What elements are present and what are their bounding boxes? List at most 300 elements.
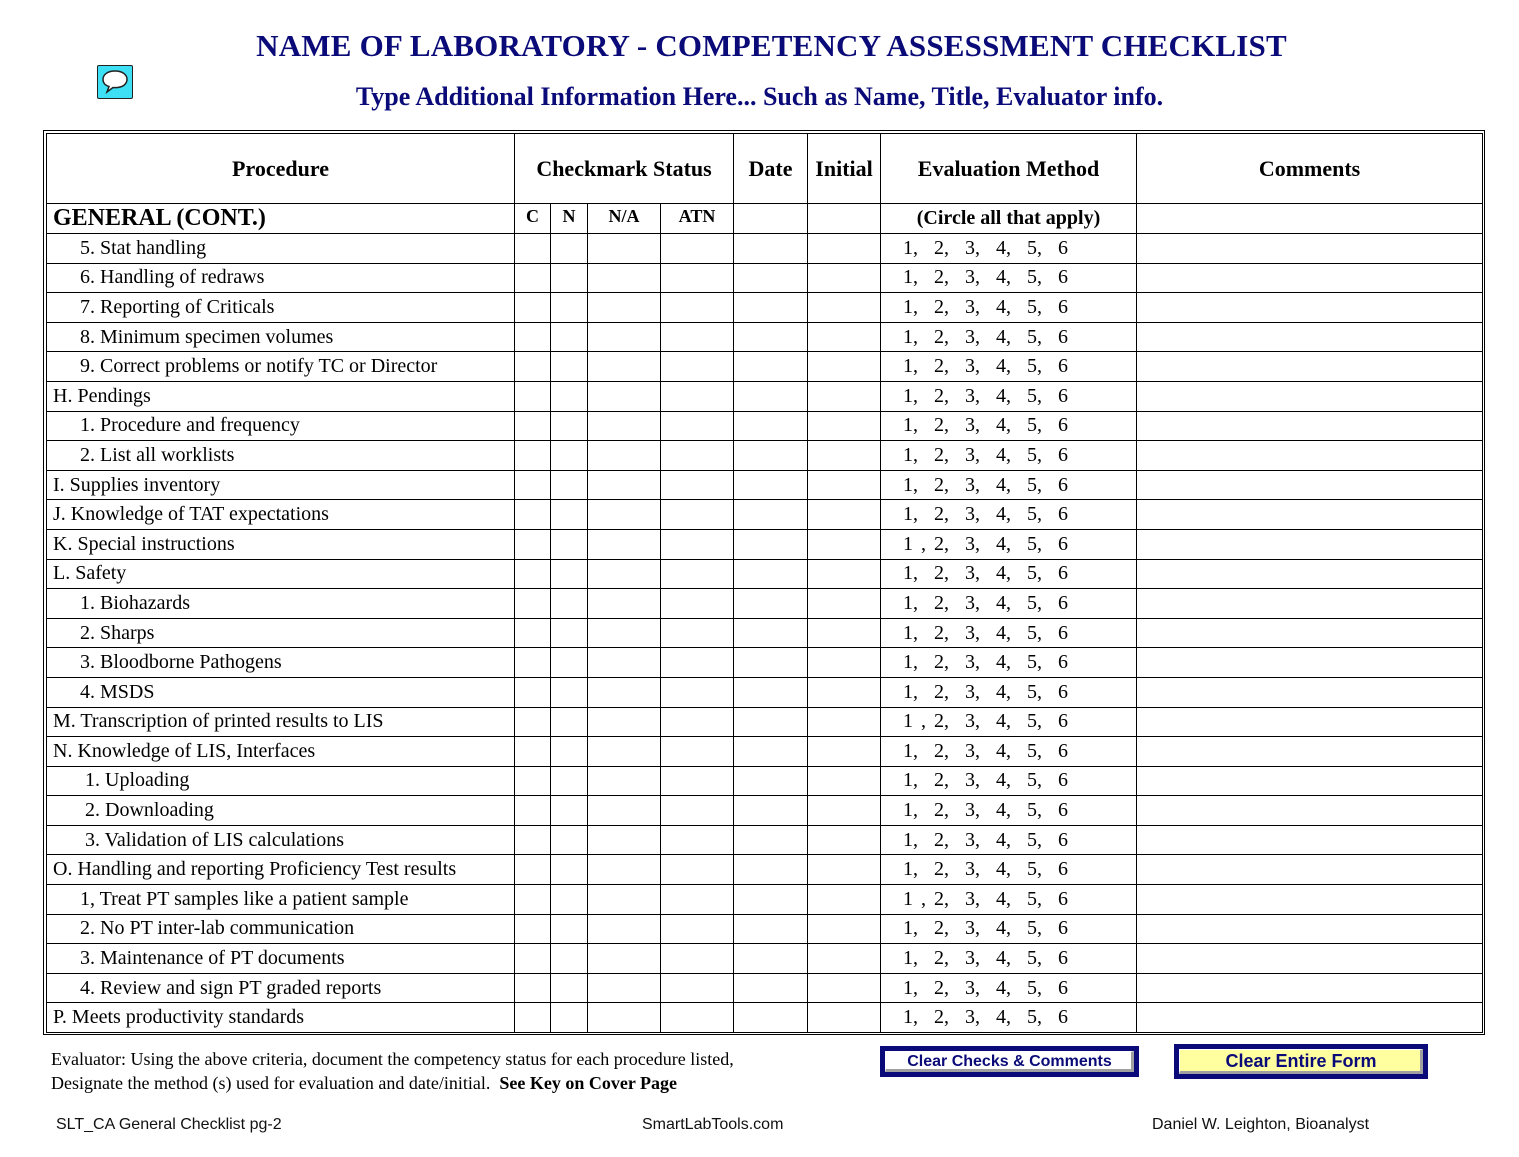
column-header-checkmark-status: Checkmark Status xyxy=(515,134,734,204)
initial-cell[interactable] xyxy=(808,441,881,471)
comments-cell[interactable] xyxy=(1137,796,1483,826)
date-cell[interactable] xyxy=(734,885,808,915)
initial-cell[interactable] xyxy=(808,648,881,678)
status-c-cell[interactable] xyxy=(515,263,551,293)
status-n-cell[interactable] xyxy=(551,559,588,589)
footer-page-label: SLT_CA General Checklist pg-2 xyxy=(56,1116,282,1133)
date-cell[interactable] xyxy=(734,500,808,530)
initial-cell[interactable] xyxy=(808,707,881,737)
comments-cell[interactable] xyxy=(1137,470,1483,500)
status-na-cell[interactable] xyxy=(588,1003,661,1033)
evaluation-method-cell[interactable]: 1, 2, 3, 4, 5, 6 xyxy=(881,234,1137,264)
status-atn-cell[interactable] xyxy=(661,559,734,589)
procedure-cell: 4. Review and sign PT graded reports xyxy=(47,973,515,1003)
date-cell[interactable] xyxy=(734,529,808,559)
status-na-cell[interactable] xyxy=(588,470,661,500)
table-row xyxy=(47,944,1483,974)
status-na-cell[interactable] xyxy=(588,885,661,915)
comments-cell[interactable] xyxy=(1137,973,1483,1003)
evaluation-method-cell[interactable]: 1, 2, 3, 4, 5, 6 xyxy=(881,618,1137,648)
status-atn-cell[interactable] xyxy=(661,648,734,678)
evaluation-method-cell[interactable]: 1, 2, 3, 4, 5, 6 xyxy=(881,559,1137,589)
date-cell[interactable] xyxy=(734,707,808,737)
status-na-cell[interactable] xyxy=(588,737,661,767)
comments-cell[interactable] xyxy=(1137,618,1483,648)
status-c-cell[interactable] xyxy=(515,914,551,944)
status-n-cell[interactable] xyxy=(551,914,588,944)
status-c-cell[interactable] xyxy=(515,766,551,796)
initial-cell[interactable] xyxy=(808,766,881,796)
status-n-cell[interactable] xyxy=(551,885,588,915)
initial-cell[interactable] xyxy=(808,618,881,648)
table-row xyxy=(47,589,1483,619)
procedure-cell: 5. Stat handling xyxy=(47,234,515,264)
status-c-cell[interactable] xyxy=(515,618,551,648)
status-label-c: C xyxy=(515,204,551,234)
procedure-cell: 1. Uploading xyxy=(47,766,515,796)
clear-entire-form-button[interactable] xyxy=(1174,1044,1428,1079)
procedure-cell: N. Knowledge of LIS, Interfaces xyxy=(47,737,515,767)
status-atn-cell[interactable] xyxy=(661,618,734,648)
procedure-cell: K. Special instructions xyxy=(47,529,515,559)
initial-subheader-cell xyxy=(808,204,881,234)
evaluator-instructions xyxy=(51,1047,734,1095)
comments-cell[interactable] xyxy=(1137,648,1483,678)
table-row xyxy=(47,707,1483,737)
initial-cell[interactable] xyxy=(808,589,881,619)
initial-cell[interactable] xyxy=(808,234,881,264)
status-na-cell[interactable] xyxy=(588,973,661,1003)
status-na-cell[interactable] xyxy=(588,944,661,974)
comments-cell[interactable] xyxy=(1137,825,1483,855)
procedure-cell: 3. Maintenance of PT documents xyxy=(47,944,515,974)
procedure-cell: 1. Procedure and frequency xyxy=(47,411,515,441)
status-atn-cell[interactable] xyxy=(661,825,734,855)
status-atn-cell[interactable] xyxy=(661,352,734,382)
status-atn-cell[interactable] xyxy=(661,293,734,323)
status-n-cell[interactable] xyxy=(551,589,588,619)
date-cell[interactable] xyxy=(734,618,808,648)
initial-cell[interactable] xyxy=(808,796,881,826)
status-atn-cell[interactable] xyxy=(661,737,734,767)
date-cell[interactable] xyxy=(734,381,808,411)
initial-cell[interactable] xyxy=(808,825,881,855)
table-row xyxy=(47,381,1483,411)
clear-checks-comments-button[interactable] xyxy=(880,1046,1139,1077)
evaluation-method-cell[interactable]: 1, 2, 3, 4, 5, 6 xyxy=(881,944,1137,974)
status-c-cell[interactable] xyxy=(515,500,551,530)
status-n-cell[interactable] xyxy=(551,500,588,530)
table-row xyxy=(47,411,1483,441)
footer-author: Daniel W. Leighton, Bioanalyst xyxy=(1152,1116,1370,1133)
procedure-cell: 9. Correct problems or notify TC or Director xyxy=(47,352,515,382)
date-cell[interactable] xyxy=(734,441,808,471)
status-c-cell[interactable] xyxy=(515,825,551,855)
status-atn-cell[interactable] xyxy=(661,914,734,944)
date-cell[interactable] xyxy=(734,944,808,974)
column-header-comments: Comments xyxy=(1137,134,1483,204)
procedure-cell: 7. Reporting of Criticals xyxy=(47,293,515,323)
status-atn-cell[interactable] xyxy=(661,500,734,530)
evaluation-method-cell[interactable]: 1 , 2, 3, 4, 5, 6 xyxy=(881,885,1137,915)
evaluation-method-cell[interactable]: 1, 2, 3, 4, 5, 6 xyxy=(881,825,1137,855)
status-na-cell[interactable] xyxy=(588,441,661,471)
evaluation-method-cell[interactable]: 1, 2, 3, 4, 5, 6 xyxy=(881,322,1137,352)
procedure-cell: 2. Sharps xyxy=(47,618,515,648)
status-c-cell[interactable] xyxy=(515,855,551,885)
initial-cell[interactable] xyxy=(808,529,881,559)
evaluation-note: (Circle all that apply) xyxy=(881,204,1137,234)
initial-cell[interactable] xyxy=(808,293,881,323)
table-row xyxy=(47,825,1483,855)
status-c-cell[interactable] xyxy=(515,648,551,678)
status-n-cell[interactable] xyxy=(551,973,588,1003)
initial-cell[interactable] xyxy=(808,944,881,974)
status-n-cell[interactable] xyxy=(551,677,588,707)
status-na-cell[interactable] xyxy=(588,234,661,264)
date-cell[interactable] xyxy=(734,855,808,885)
comments-cell[interactable] xyxy=(1137,885,1483,915)
table-row xyxy=(47,677,1483,707)
status-atn-cell[interactable] xyxy=(661,529,734,559)
date-cell[interactable] xyxy=(734,973,808,1003)
status-atn-cell[interactable] xyxy=(661,263,734,293)
status-atn-cell[interactable] xyxy=(661,677,734,707)
procedure-cell: M. Transcription of printed results to LIS xyxy=(47,707,515,737)
status-atn-cell[interactable] xyxy=(661,381,734,411)
date-cell[interactable] xyxy=(734,766,808,796)
status-c-cell[interactable] xyxy=(515,885,551,915)
evaluation-method-cell[interactable]: 1, 2, 3, 4, 5, 6 xyxy=(881,737,1137,767)
status-na-cell[interactable] xyxy=(588,914,661,944)
status-na-cell[interactable] xyxy=(588,855,661,885)
comments-cell[interactable] xyxy=(1137,766,1483,796)
procedure-cell: 4. MSDS xyxy=(47,677,515,707)
status-n-cell[interactable] xyxy=(551,293,588,323)
status-n-cell[interactable] xyxy=(551,529,588,559)
see-key-note: See Key on Cover Page xyxy=(499,1073,678,1093)
status-c-cell[interactable] xyxy=(515,234,551,264)
procedure-cell: 3. Validation of LIS calculations xyxy=(47,825,515,855)
status-c-cell[interactable] xyxy=(515,470,551,500)
initial-cell[interactable] xyxy=(808,411,881,441)
evaluation-method-cell[interactable]: 1, 2, 3, 4, 5, 6 xyxy=(881,470,1137,500)
status-na-cell[interactable] xyxy=(588,352,661,382)
status-na-cell[interactable] xyxy=(588,707,661,737)
evaluation-method-cell[interactable]: 1 , 2, 3, 4, 5, 6 xyxy=(881,529,1137,559)
table-row xyxy=(47,352,1483,382)
date-cell[interactable] xyxy=(734,470,808,500)
comments-cell[interactable] xyxy=(1137,914,1483,944)
status-atn-cell[interactable] xyxy=(661,885,734,915)
status-na-cell[interactable] xyxy=(588,589,661,619)
status-n-cell[interactable] xyxy=(551,411,588,441)
clear-checks-comments-label: Clear Checks & Comments xyxy=(907,1053,1112,1070)
evaluation-method-cell[interactable]: 1, 2, 3, 4, 5, 6 xyxy=(881,293,1137,323)
status-atn-cell[interactable] xyxy=(661,766,734,796)
initial-cell[interactable] xyxy=(808,263,881,293)
status-n-cell[interactable] xyxy=(551,796,588,826)
table-row xyxy=(47,914,1483,944)
table-row xyxy=(47,618,1483,648)
status-c-cell[interactable] xyxy=(515,589,551,619)
procedure-cell: J. Knowledge of TAT expectations xyxy=(47,500,515,530)
date-cell[interactable] xyxy=(734,737,808,767)
status-atn-cell[interactable] xyxy=(661,234,734,264)
status-c-cell[interactable] xyxy=(515,441,551,471)
procedure-cell: 8. Minimum specimen volumes xyxy=(47,322,515,352)
date-cell[interactable] xyxy=(734,1003,808,1033)
table-row xyxy=(47,559,1483,589)
evaluation-method-cell[interactable]: 1, 2, 3, 4, 5, 6 xyxy=(881,352,1137,382)
status-n-cell[interactable] xyxy=(551,381,588,411)
status-c-cell[interactable] xyxy=(515,1003,551,1033)
column-header-evaluation-method: Evaluation Method xyxy=(881,134,1137,204)
date-cell[interactable] xyxy=(734,677,808,707)
status-c-cell[interactable] xyxy=(515,529,551,559)
evaluation-method-cell[interactable]: 1, 2, 3, 4, 5, 6 xyxy=(881,381,1137,411)
procedure-cell: 1. Biohazards xyxy=(47,589,515,619)
evaluation-method-cell[interactable]: 1, 2, 3, 4, 5, 6 xyxy=(881,500,1137,530)
comments-cell[interactable] xyxy=(1137,855,1483,885)
comments-cell[interactable] xyxy=(1137,411,1483,441)
status-label-atn: ATN xyxy=(661,204,734,234)
procedure-cell: O. Handling and reporting Proficiency Test results xyxy=(47,855,515,885)
initial-cell[interactable] xyxy=(808,737,881,767)
status-c-cell[interactable] xyxy=(515,352,551,382)
status-na-cell[interactable] xyxy=(588,559,661,589)
status-atn-cell[interactable] xyxy=(661,589,734,619)
date-cell[interactable] xyxy=(734,352,808,382)
status-na-cell[interactable] xyxy=(588,796,661,826)
table-row xyxy=(47,263,1483,293)
comments-cell[interactable] xyxy=(1137,529,1483,559)
status-n-cell[interactable] xyxy=(551,648,588,678)
status-c-cell[interactable] xyxy=(515,322,551,352)
evaluation-method-cell[interactable]: 1 , 2, 3, 4, 5, 6 xyxy=(881,707,1137,737)
evaluation-method-cell[interactable]: 1, 2, 3, 4, 5, 6 xyxy=(881,855,1137,885)
table-row xyxy=(47,1003,1483,1033)
checklist-table xyxy=(46,133,1483,1033)
initial-cell[interactable] xyxy=(808,1003,881,1033)
status-atn-cell[interactable] xyxy=(661,322,734,352)
initial-cell[interactable] xyxy=(808,381,881,411)
date-cell[interactable] xyxy=(734,648,808,678)
date-cell[interactable] xyxy=(734,559,808,589)
comments-cell[interactable] xyxy=(1137,589,1483,619)
procedure-cell: 1, Treat PT samples like a patient sample xyxy=(47,885,515,915)
comments-cell[interactable] xyxy=(1137,1003,1483,1033)
procedure-cell: 3. Bloodborne Pathogens xyxy=(47,648,515,678)
clear-entire-form-label: Clear Entire Form xyxy=(1225,1051,1377,1071)
status-na-cell[interactable] xyxy=(588,263,661,293)
status-na-cell[interactable] xyxy=(588,529,661,559)
status-c-cell[interactable] xyxy=(515,381,551,411)
status-n-cell[interactable] xyxy=(551,855,588,885)
table-row xyxy=(47,234,1483,264)
date-cell[interactable] xyxy=(734,411,808,441)
status-na-cell[interactable] xyxy=(588,677,661,707)
comments-cell[interactable] xyxy=(1137,441,1483,471)
date-cell[interactable] xyxy=(734,234,808,264)
evaluation-method-cell[interactable]: 1, 2, 3, 4, 5, 6 xyxy=(881,589,1137,619)
initial-cell[interactable] xyxy=(808,559,881,589)
evaluation-method-cell[interactable]: 1, 2, 3, 4, 5, 6 xyxy=(881,411,1137,441)
status-c-cell[interactable] xyxy=(515,411,551,441)
initial-cell[interactable] xyxy=(808,914,881,944)
status-c-cell[interactable] xyxy=(515,707,551,737)
status-c-cell[interactable] xyxy=(515,559,551,589)
date-cell[interactable] xyxy=(734,589,808,619)
status-na-cell[interactable] xyxy=(588,293,661,323)
status-n-cell[interactable] xyxy=(551,322,588,352)
status-c-cell[interactable] xyxy=(515,737,551,767)
table-row xyxy=(47,293,1483,323)
status-atn-cell[interactable] xyxy=(661,707,734,737)
comments-cell[interactable] xyxy=(1137,263,1483,293)
table-row xyxy=(47,648,1483,678)
procedure-cell: L. Safety xyxy=(47,559,515,589)
table-row xyxy=(47,855,1483,885)
status-n-cell[interactable] xyxy=(551,352,588,382)
date-cell[interactable] xyxy=(734,322,808,352)
comments-cell[interactable] xyxy=(1137,707,1483,737)
initial-cell[interactable] xyxy=(808,470,881,500)
initial-cell[interactable] xyxy=(808,322,881,352)
status-n-cell[interactable] xyxy=(551,707,588,737)
evaluation-method-cell[interactable]: 1, 2, 3, 4, 5, 6 xyxy=(881,1003,1137,1033)
status-n-cell[interactable] xyxy=(551,825,588,855)
status-n-cell[interactable] xyxy=(551,441,588,471)
procedure-cell: I. Supplies inventory xyxy=(47,470,515,500)
evaluation-method-cell[interactable]: 1, 2, 3, 4, 5, 6 xyxy=(881,796,1137,826)
status-n-cell[interactable] xyxy=(551,263,588,293)
status-na-cell[interactable] xyxy=(588,411,661,441)
status-n-cell[interactable] xyxy=(551,944,588,974)
status-n-cell[interactable] xyxy=(551,1003,588,1033)
status-atn-cell[interactable] xyxy=(661,441,734,471)
initial-cell[interactable] xyxy=(808,500,881,530)
evaluation-method-cell[interactable]: 1, 2, 3, 4, 5, 6 xyxy=(881,766,1137,796)
comments-cell[interactable] xyxy=(1137,293,1483,323)
date-cell[interactable] xyxy=(734,914,808,944)
status-na-cell[interactable] xyxy=(588,766,661,796)
status-n-cell[interactable] xyxy=(551,234,588,264)
status-n-cell[interactable] xyxy=(551,766,588,796)
comments-cell[interactable] xyxy=(1137,500,1483,530)
comments-cell[interactable] xyxy=(1137,322,1483,352)
date-cell[interactable] xyxy=(734,825,808,855)
comments-subheader-cell xyxy=(1137,204,1483,234)
checklist-table-frame xyxy=(43,130,1485,1035)
status-n-cell[interactable] xyxy=(551,737,588,767)
evaluation-method-cell[interactable]: 1, 2, 3, 4, 5, 6 xyxy=(881,441,1137,471)
status-na-cell[interactable] xyxy=(588,381,661,411)
evaluation-method-cell[interactable]: 1, 2, 3, 4, 5, 6 xyxy=(881,648,1137,678)
date-subheader-cell xyxy=(734,204,808,234)
evaluation-method-cell[interactable]: 1, 2, 3, 4, 5, 6 xyxy=(881,914,1137,944)
date-cell[interactable] xyxy=(734,796,808,826)
status-atn-cell[interactable] xyxy=(661,973,734,1003)
instructions-line-2: Designate the method (s) used for evaluation and date/initial. xyxy=(51,1073,491,1093)
initial-cell[interactable] xyxy=(808,855,881,885)
initial-cell[interactable] xyxy=(808,885,881,915)
column-header-procedure: Procedure xyxy=(47,134,515,204)
status-atn-cell[interactable] xyxy=(661,1003,734,1033)
table-row xyxy=(47,973,1483,1003)
comments-cell[interactable] xyxy=(1137,944,1483,974)
status-na-cell[interactable] xyxy=(588,648,661,678)
table-row xyxy=(47,470,1483,500)
status-c-cell[interactable] xyxy=(515,973,551,1003)
status-c-cell[interactable] xyxy=(515,293,551,323)
table-row xyxy=(47,796,1483,826)
comments-cell[interactable] xyxy=(1137,677,1483,707)
date-cell[interactable] xyxy=(734,263,808,293)
table-row xyxy=(47,885,1483,915)
column-header-date: Date xyxy=(734,134,808,204)
initial-cell[interactable] xyxy=(808,677,881,707)
table-row xyxy=(47,500,1483,530)
procedure-cell: 2. List all worklists xyxy=(47,441,515,471)
initial-cell[interactable] xyxy=(808,352,881,382)
status-atn-cell[interactable] xyxy=(661,411,734,441)
table-row xyxy=(47,766,1483,796)
status-atn-cell[interactable] xyxy=(661,796,734,826)
speech-bubble-icon[interactable] xyxy=(97,65,133,99)
comments-cell[interactable] xyxy=(1137,737,1483,767)
status-c-cell[interactable] xyxy=(515,796,551,826)
column-header-initial: Initial xyxy=(808,134,881,204)
evaluation-method-cell[interactable]: 1, 2, 3, 4, 5, 6 xyxy=(881,973,1137,1003)
status-label-n: N xyxy=(551,204,588,234)
table-row xyxy=(47,322,1483,352)
page-title: NAME OF LABORATORY - COMPETENCY ASSESSMENT CHECKLIST xyxy=(256,28,1287,63)
status-na-cell[interactable] xyxy=(588,500,661,530)
table-row xyxy=(47,529,1483,559)
procedure-cell: 2. Downloading xyxy=(47,796,515,826)
additional-info-subtitle[interactable]: Type Additional Information Here... Such as Name, Title, Evaluator info. xyxy=(355,82,1164,111)
status-c-cell[interactable] xyxy=(515,677,551,707)
status-label-na: N/A xyxy=(588,204,661,234)
comments-cell[interactable] xyxy=(1137,234,1483,264)
evaluation-method-cell[interactable]: 1, 2, 3, 4, 5, 6 xyxy=(881,263,1137,293)
status-c-cell[interactable] xyxy=(515,944,551,974)
procedure-cell: H. Pendings xyxy=(47,381,515,411)
status-n-cell[interactable] xyxy=(551,470,588,500)
status-na-cell[interactable] xyxy=(588,618,661,648)
status-na-cell[interactable] xyxy=(588,825,661,855)
comments-cell[interactable] xyxy=(1137,559,1483,589)
instructions-line-1: Evaluator: Using the above criteria, document the competency status for each procedure listed, xyxy=(51,1049,734,1069)
status-n-cell[interactable] xyxy=(551,618,588,648)
status-atn-cell[interactable] xyxy=(661,855,734,885)
procedure-cell: P. Meets productivity standards xyxy=(47,1003,515,1033)
procedure-cell: 6. Handling of redraws xyxy=(47,263,515,293)
date-cell[interactable] xyxy=(734,293,808,323)
section-heading: GENERAL (CONT.) xyxy=(47,204,515,234)
comments-cell[interactable] xyxy=(1137,381,1483,411)
evaluation-method-cell[interactable]: 1, 2, 3, 4, 5, 6 xyxy=(881,677,1137,707)
procedure-cell: 2. No PT inter-lab communication xyxy=(47,914,515,944)
initial-cell[interactable] xyxy=(808,973,881,1003)
footer-website: SmartLabTools.com xyxy=(642,1116,784,1133)
table-row xyxy=(47,737,1483,767)
comments-cell[interactable] xyxy=(1137,352,1483,382)
status-atn-cell[interactable] xyxy=(661,470,734,500)
status-atn-cell[interactable] xyxy=(661,944,734,974)
status-na-cell[interactable] xyxy=(588,322,661,352)
